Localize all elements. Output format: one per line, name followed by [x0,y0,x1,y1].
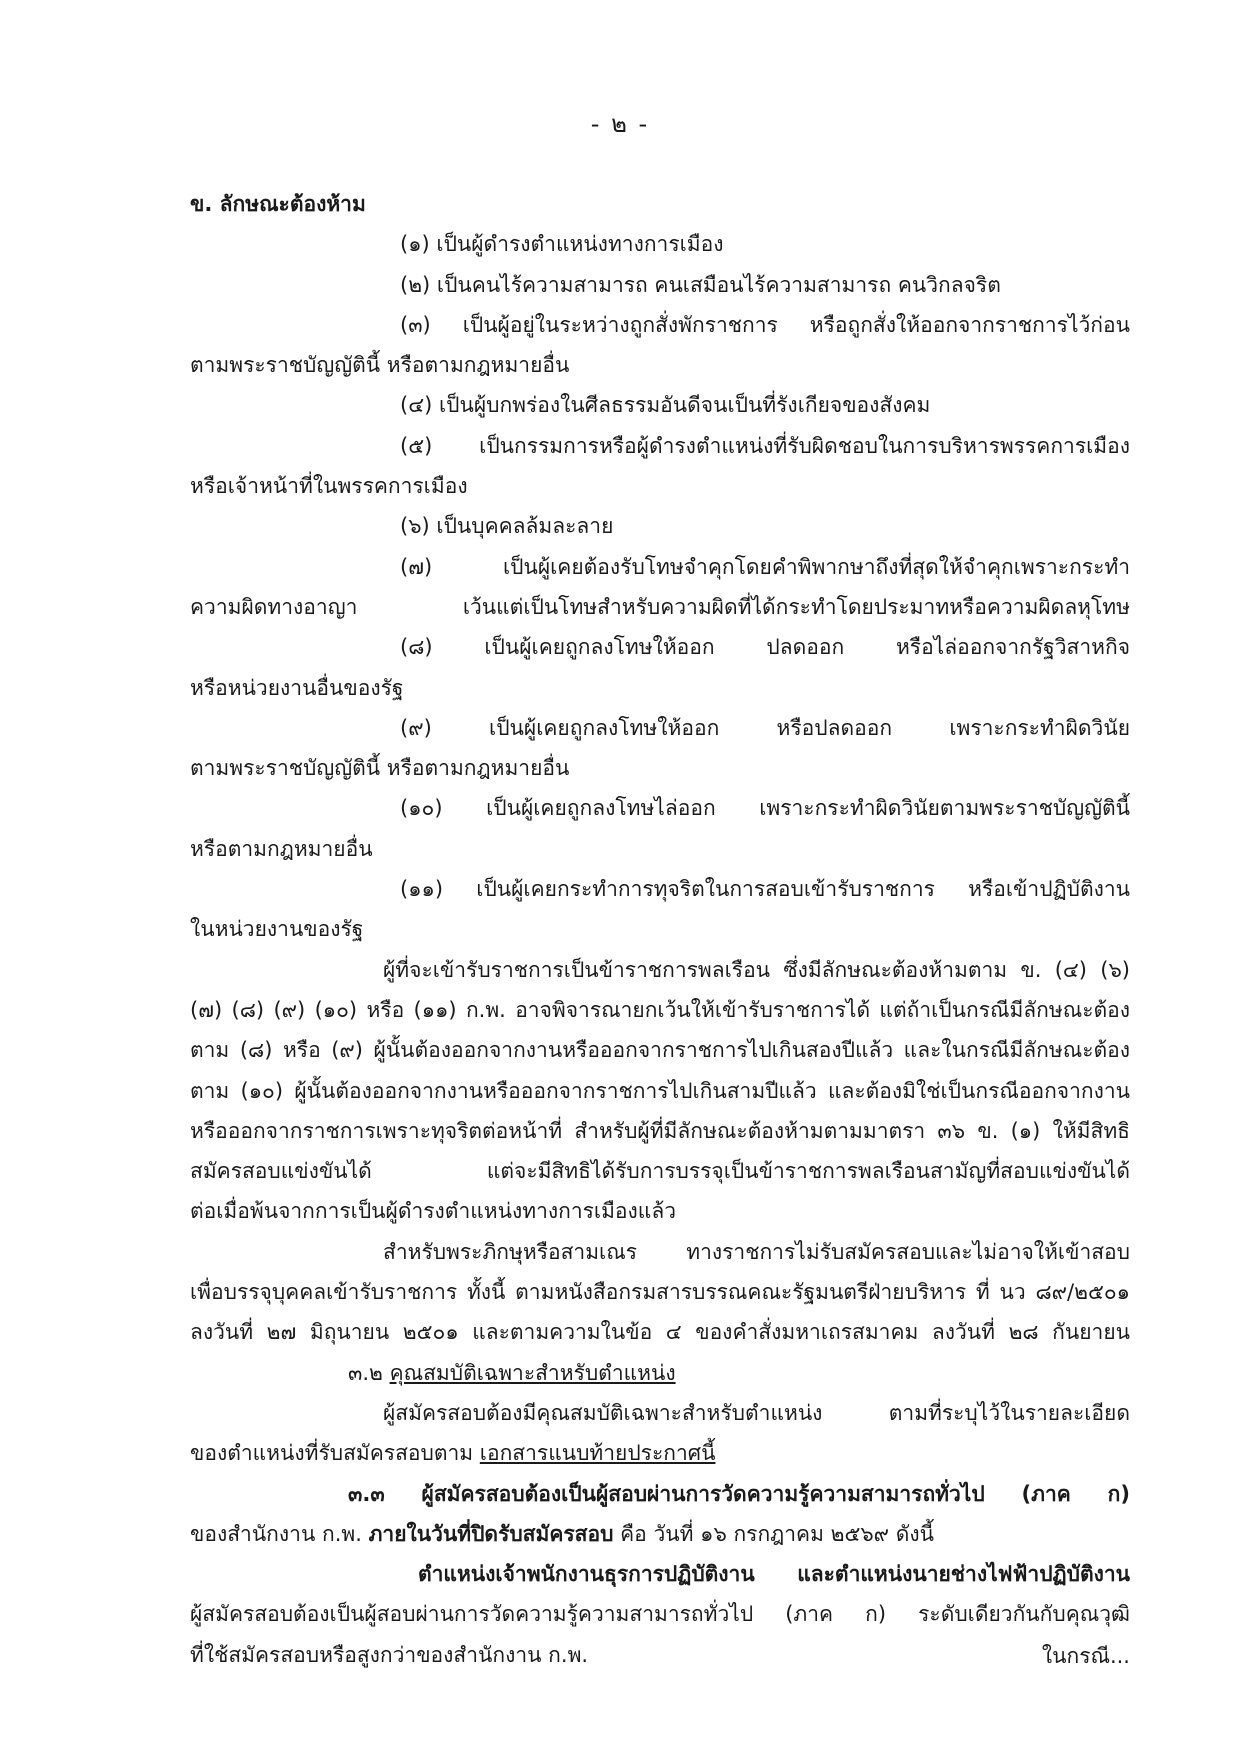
item-4: (๔) เป็นผู้บกพร่องในศีลธรรมอันดีจนเป็นที่รังเกียจของสังคม [400,393,931,418]
item-10-line-2: หรือตามกฎหมายอื่น [190,836,373,861]
item-6: (๖) เป็นบุคคลล้มละลาย [400,514,614,539]
section-3-3-line-2 [190,1514,1130,1554]
section-3-2-line-2 [190,1433,1130,1473]
exemption-paragraph-line: ตาม (๑๐) ผู้นั้นต้องออกจากงานหรือออกจากราชการไปเกินสามปีแล้ว และต้องมิใช่เป็นกรณีออกจากงาน [190,1078,1130,1103]
item-9-line-1: (๙) เป็นผู้เคยถูกลงโทษให้ออก หรือปลดออก เพราะกระทำผิดวินัย [400,715,1130,740]
item-8-line-2: หรือหน่วยงานอื่นของรัฐ [190,675,404,700]
section-3-2-line-2-text: ของตำแหน่งที่รับสมัครสอบตาม [190,1441,480,1466]
section-3-2-title: คุณสมบัติเฉพาะสำหรับตำแหน่ง [389,1360,676,1385]
section-3-3-line-2-suffix: คือ วันที่ ๑๖ กรกฎาคม ๒๕๖๙ ดังนี้ [613,1521,934,1546]
item-7-line-1: (๗) เป็นผู้เคยต้องรับโทษจำคุกโดยคำพิพากษาถึงที่สุดให้จำคุกเพราะกระทำ [400,554,1130,579]
item-11-line-1: (๑๑) เป็นผู้เคยกระทำการทุจริตในการสอบเข้ารับราชการ หรือเข้าปฏิบัติงาน [400,877,1130,902]
item-3-line-2: ตามพระราชบัญญัตินี้ หรือตามกฎหมายอื่น [190,353,570,378]
item-2: (๒) เป็นคนไร้ความสามารถ คนเสมือนไร้ความสามารถ คนวิกลจริต [400,272,1001,297]
section-3-3-heading: ๓.๓ ผู้สมัครสอบต้องเป็นผู้สอบผ่านการวัดความรู้ความสามารถทั่วไป (ภาค ก) [348,1481,1130,1506]
section-3-2-number: ๓.๒ [348,1360,383,1385]
monk-paragraph-line: ลงวันที่ ๒๗ มิถุนายน ๒๕๐๑ และตามความในข้อ ๔ ของคำสั่งมหาเถรสมาคม ลงวันที่ ๒๘ กันยายน [190,1320,1130,1345]
item-7-line-2: ความผิดทางอาญา เว้นแต่เป็นโทษสำหรับความผิดที่ได้กระทำโดยประมาทหรือความผิดลหุโทษ [190,594,1130,619]
item-3-line-1: (๓) เป็นผู้อยู่ในระหว่างถูกสั่งพักราชการ หรือถูกสั่งให้ออกจากราชการไว้ก่อน [400,312,1130,337]
exemption-paragraph-line: ผู้ที่จะเข้ารับราชการเป็นข้าราชการพลเรือน ซึ่งมีลักษณะต้องห้ามตาม ข. (๔) (๖) [383,957,1130,982]
document-body [190,184,1130,1675]
item-5-line-1: (๕) เป็นกรรมการหรือผู้ดำรงตำแหน่งที่รับผิดชอบในการบริหารพรรคการเมือง [400,433,1130,458]
exemption-paragraph-line: สมัครสอบแข่งขันได้ แต่จะมีสิทธิได้รับการบรรจุเป็นข้าราชการพลเรือนสามัญที่สอบแข่งขันได้ [190,1159,1130,1184]
continuation-marker: ในกรณี... [1041,1644,1130,1668]
section-3-3-line-2-prefix: ของสำนักงาน ก.พ. [190,1521,369,1546]
section-3-3-line-5: ที่ใช้สมัครสอบหรือสูงกว่าของสำนักงาน ก.พ. [190,1642,589,1667]
item-5-line-2: หรือเจ้าหน้าที่ในพรรคการเมือง [190,474,468,499]
monk-paragraph-line: สำหรับพระภิกษุหรือสามเณร ทางราชการไม่รับสมัครสอบและไม่อาจให้เข้าสอบ [383,1239,1130,1264]
item-11-line-2: ในหน่วยงานของรัฐ [190,917,364,942]
item-10-line-1: (๑๐) เป็นผู้เคยถูกลงโทษไล่ออก เพราะกระทำผิดวินัยตามพระราชบัญญัตินี้ [400,796,1130,821]
exemption-paragraph-line: ต่อเมื่อพ้นจากการเป็นผู้ดำรงตำแหน่งทางการเมืองแล้ว [190,1199,676,1224]
monk-paragraph-line: เพื่อบรรจุบุคคลเข้ารับราชการ ทั้งนี้ ตามหนังสือกรมสารบรรณคณะรัฐมนตรีฝ่ายบริหาร ที่ นว ๘๙/๒๕๐๑ [190,1280,1130,1305]
section-3-2-line-1: ผู้สมัครสอบต้องมีคุณสมบัติเฉพาะสำหรับตำแหน่ง ตามที่ระบุไว้ในรายละเอียด [383,1400,1130,1425]
position-names: ตำแหน่งเจ้าพนักงานธุรการปฏิบัติงาน และตำแหน่งนายช่างไฟฟ้าปฏิบัติงาน [418,1562,1130,1587]
exemption-paragraph-line: ตาม (๘) หรือ (๙) ผู้นั้นต้องออกจากงานหรือออกจากราชการไปเกินสองปีแล้ว และในกรณีมีลักษณะต้อง [190,1038,1130,1063]
exemption-paragraph-line: (๗) (๘) (๙) (๑๐) หรือ (๑๑) ก.พ. อาจพิจารณายกเว้นให้เข้ารับราชการได้ แต่ถ้าเป็นกรณีมีลักษณะต้อง [190,997,1130,1022]
section-3-3-line-4: ผู้สมัครสอบต้องเป็นผู้สอบผ่านการวัดความรู้ความสามารถทั่วไป (ภาค ก) ระดับเดียวกันกับคุณวุฒิ [190,1602,1130,1627]
item-1: (๑) เป็นผู้ดำรงตำแหน่งทางการเมือง [400,232,724,257]
section-3-2-heading [190,1353,1130,1393]
item-9-line-2: ตามพระราชบัญญัตินี้ หรือตามกฎหมายอื่น [190,756,570,781]
closing-date-emphasis: ภายในวันที่ปิดรับสมัครสอบ [368,1521,614,1546]
exemption-paragraph-line: หรือออกจากราชการเพราะทุจริตต่อหน้าที่ สำหรับผู้ที่มีลักษณะต้องห้ามตามมาตรา ๓๖ ข. (๑) ให้มีสิทธิ [190,1118,1130,1143]
attachment-reference: เอกสารแนบท้ายประกาศนี้ [479,1441,716,1466]
section-heading: ข. ลักษณะต้องห้าม [190,192,366,216]
item-8-line-1: (๘) เป็นผู้เคยถูกลงโทษให้ออก ปลดออก หรือไล่ออกจากรัฐวิสาหกิจ [400,635,1130,660]
page-number: - ๒ - [590,110,650,138]
